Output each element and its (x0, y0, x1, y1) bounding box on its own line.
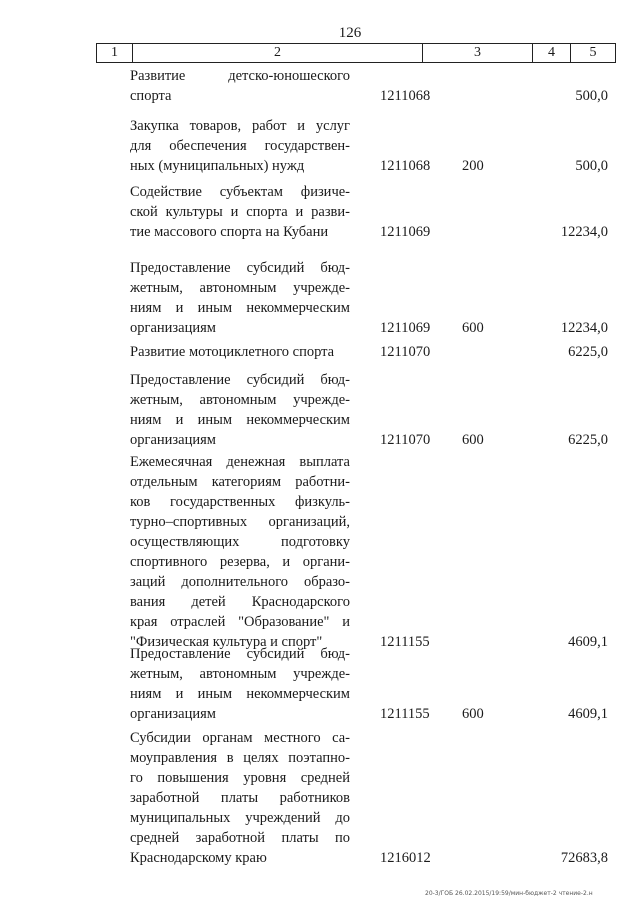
row-amount: 12234,0 (560, 320, 608, 336)
row-description (130, 66, 350, 106)
row-description (130, 182, 350, 242)
description-line: Развитие детско-юношеского (130, 68, 350, 84)
description-line: спортивного резерва, и органи- (130, 554, 350, 570)
row-expense-type: 200 (462, 158, 484, 174)
description-line: тие массового спорта на Кубани (130, 224, 329, 240)
description-line: "Физическая культура и спорт" (130, 634, 323, 650)
row-expense-type: 600 (462, 432, 484, 448)
row-description (130, 452, 350, 652)
table-row (130, 258, 620, 338)
row-code: 1216012 (380, 850, 431, 866)
description-line: жетным, автономным учрежде- (130, 392, 350, 408)
description-line: жетным, автономным учрежде- (130, 666, 350, 682)
description-line: ниям и иным некоммерческим (130, 686, 350, 702)
row-expense-type: 600 (462, 320, 484, 336)
description-line: Содействие субъектам физиче- (130, 184, 350, 200)
table-row (130, 342, 620, 362)
row-code: 1211155 (380, 706, 430, 722)
description-line: ниям и иным некоммерческим (130, 300, 350, 316)
table-row (130, 116, 620, 176)
table-row (130, 452, 620, 652)
row-code: 1211068 (380, 88, 431, 104)
description-line: муниципальных учреждений до (130, 810, 350, 826)
description-line: ных (муниципальных) нужд (130, 158, 305, 174)
header-col-4: 4 (532, 44, 570, 62)
row-code: 1211068 (380, 158, 431, 174)
description-line: края отраслей "Образование" и (130, 614, 350, 630)
description-line: Краснодарскому краю (130, 850, 267, 866)
description-line: турно–спортивных организаций, (130, 514, 350, 530)
row-code: 1211069 (380, 320, 431, 336)
description-line: отдельным категориям работни- (130, 474, 350, 490)
row-expense-type: 600 (462, 706, 484, 722)
description-line: организациям (130, 706, 216, 722)
row-description (130, 370, 350, 450)
row-code: 1211070 (380, 432, 431, 448)
row-description (130, 728, 350, 868)
description-line: для обеспечения государствен- (130, 138, 350, 154)
description-line: ков государственных физкуль- (130, 494, 350, 510)
table-row (130, 66, 620, 106)
table-row (130, 182, 620, 242)
row-amount: 6225,0 (568, 344, 608, 360)
header-col-3: 3 (422, 44, 532, 62)
description-line: Предоставление субсидий бюд- (130, 372, 350, 388)
description-line: осуществляющих подготовку (130, 534, 350, 550)
description-line: средней заработной платы по (130, 830, 350, 846)
description-line: го повышения уровня средней (130, 770, 350, 786)
row-description (130, 116, 350, 176)
description-line: заций дополнительного образо- (130, 574, 350, 590)
description-line: вания детей Краснодарского (130, 594, 350, 610)
row-description (130, 644, 350, 724)
row-code: 1211155 (380, 634, 430, 650)
header-col-1: 1 (96, 44, 132, 62)
description-line: Ежемесячная денежная выплата (130, 454, 350, 470)
row-code: 1211069 (380, 224, 431, 240)
description-line: заработной платы работников (130, 790, 350, 806)
table-row (130, 644, 620, 724)
table-row (130, 728, 620, 868)
row-amount: 500,0 (575, 158, 608, 174)
table-header (96, 43, 616, 63)
header-col-5: 5 (570, 44, 616, 62)
row-amount: 6225,0 (568, 432, 608, 448)
description-line: организациям (130, 432, 216, 448)
description-line: спорта (130, 88, 172, 104)
row-description (130, 258, 350, 338)
description-line: ской культуры и спорта и разви- (130, 204, 350, 220)
row-amount: 4609,1 (568, 706, 608, 722)
description-line: Субсидии органам местного са- (130, 730, 350, 746)
page-number: 126 (338, 25, 362, 41)
header-col-2: 2 (132, 44, 422, 62)
footer-note: 20-3/ГОБ 26.02.2015/19:59/мин-бюджет-2 чтение-2.н (425, 890, 593, 897)
row-amount: 4609,1 (568, 634, 608, 650)
row-amount: 500,0 (575, 88, 608, 104)
description-line: Развитие мотоциклетного спорта (130, 344, 335, 360)
description-line: ниям и иным некоммерческим (130, 412, 350, 428)
description-line: Предоставление субсидий бюд- (130, 646, 350, 662)
description-line: Закупка товаров, работ и услуг (130, 118, 350, 134)
description-line: организациям (130, 320, 216, 336)
description-line: Предоставление субсидий бюд- (130, 260, 350, 276)
row-description (130, 342, 350, 362)
row-amount: 72683,8 (560, 850, 608, 866)
row-code: 1211070 (380, 344, 431, 360)
table-row (130, 370, 620, 450)
description-line: жетным, автономным учрежде- (130, 280, 350, 296)
description-line: моуправления в целях поэтапно- (130, 750, 350, 766)
row-amount: 12234,0 (560, 224, 608, 240)
